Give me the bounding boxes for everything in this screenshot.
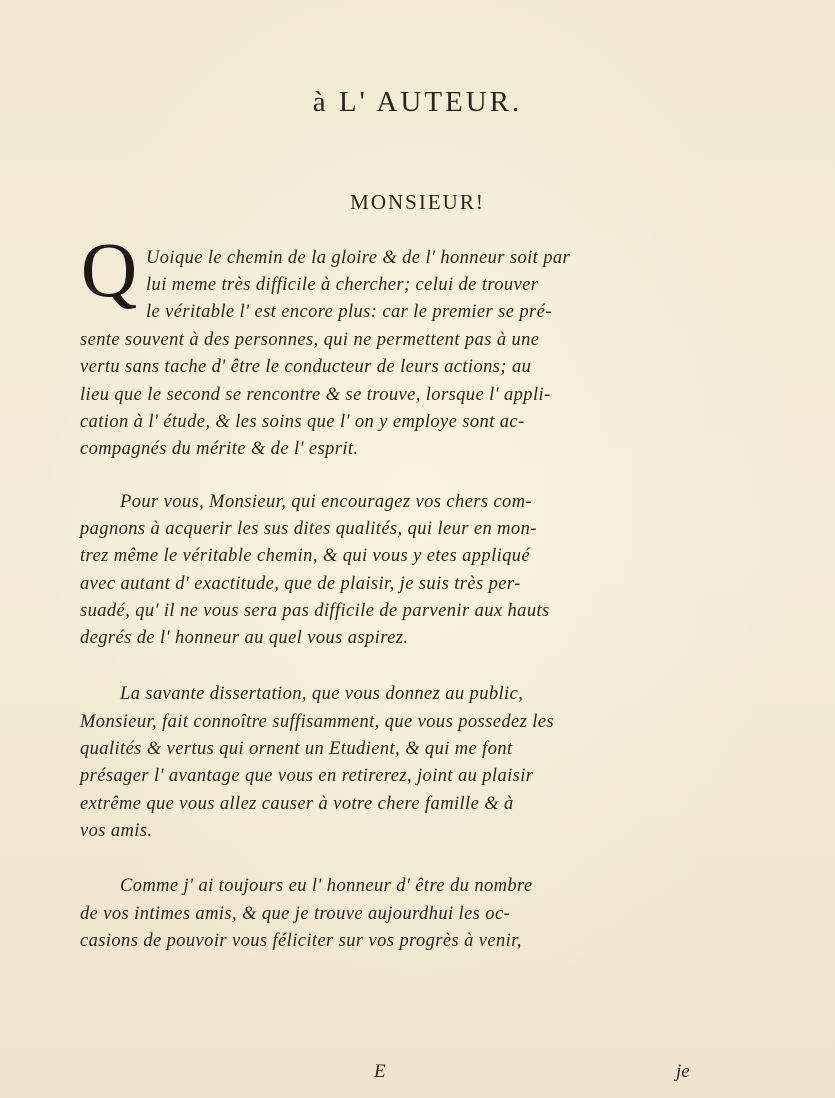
- signature-mark: E: [374, 1061, 386, 1082]
- text-line: Comme j' ai toujours eu l' honneur d' être du nombre: [120, 876, 533, 896]
- text-line: Monsieur, fait connoître suffisamment, que vous possedez les: [80, 712, 554, 732]
- text-line: vos amis.: [80, 821, 153, 841]
- text-line: cation à l' étude, & les soins que l' on y employe sont ac-: [80, 412, 525, 432]
- text-line: de vos intimes amis, & que je trouve aujourdhui les oc-: [80, 904, 511, 924]
- catchword: je: [676, 1061, 690, 1082]
- text-line: vertu sans tache d' être le conducteur de leurs actions; au: [80, 357, 532, 377]
- text-line: Uoique le chemin de la gloire & de l' honneur soit par: [146, 248, 571, 268]
- text-line: Pour vous, Monsieur, qui encouragez vos chers com-: [120, 492, 533, 512]
- text-line: compagnés du mérite & de l' esprit.: [80, 439, 359, 459]
- text-line: degrés de l' honneur au quel vous aspirez.: [80, 628, 409, 648]
- text-line: sente souvent à des personnes, qui ne permettent pas à une: [80, 330, 540, 350]
- text-line: extrême que vous allez causer à votre chere famille & à: [80, 794, 514, 814]
- text-line: lieu que le second se rencontre & se trouve, lorsque l' appli-: [80, 385, 551, 405]
- page-title: à L' AUTEUR.: [312, 86, 523, 118]
- text-line: trez même le véritable chemin, & qui vous y etes appliqué: [80, 546, 531, 566]
- text-line: qualités & vertus qui ornent un Etudient, & qui me font: [80, 739, 513, 759]
- text-line: lui meme très difficile à chercher; celui de trouver: [146, 275, 539, 295]
- text-line: pagnons à acquerir les sus dites qualités, qui leur en mon-: [80, 519, 537, 539]
- text-line: suadé, qu' il ne vous sera pas difficile de parvenir aux hauts: [80, 601, 550, 621]
- text-line: présager l' avantage que vous en retirerez, joint au plaisir: [80, 766, 534, 786]
- text-line: La savante dissertation, que vous donnez au public,: [120, 684, 524, 704]
- salutation: MONSIEUR!: [350, 190, 485, 214]
- text-line: casions de pouvoir vous féliciter sur vos progrès à venir,: [80, 931, 522, 951]
- text-line: le véritable l' est encore plus: car le premier se pré-: [146, 302, 552, 322]
- text-line: avec autant d' exactitude, que de plaisir, je suis très per-: [80, 574, 521, 594]
- drop-cap: Q: [80, 226, 138, 313]
